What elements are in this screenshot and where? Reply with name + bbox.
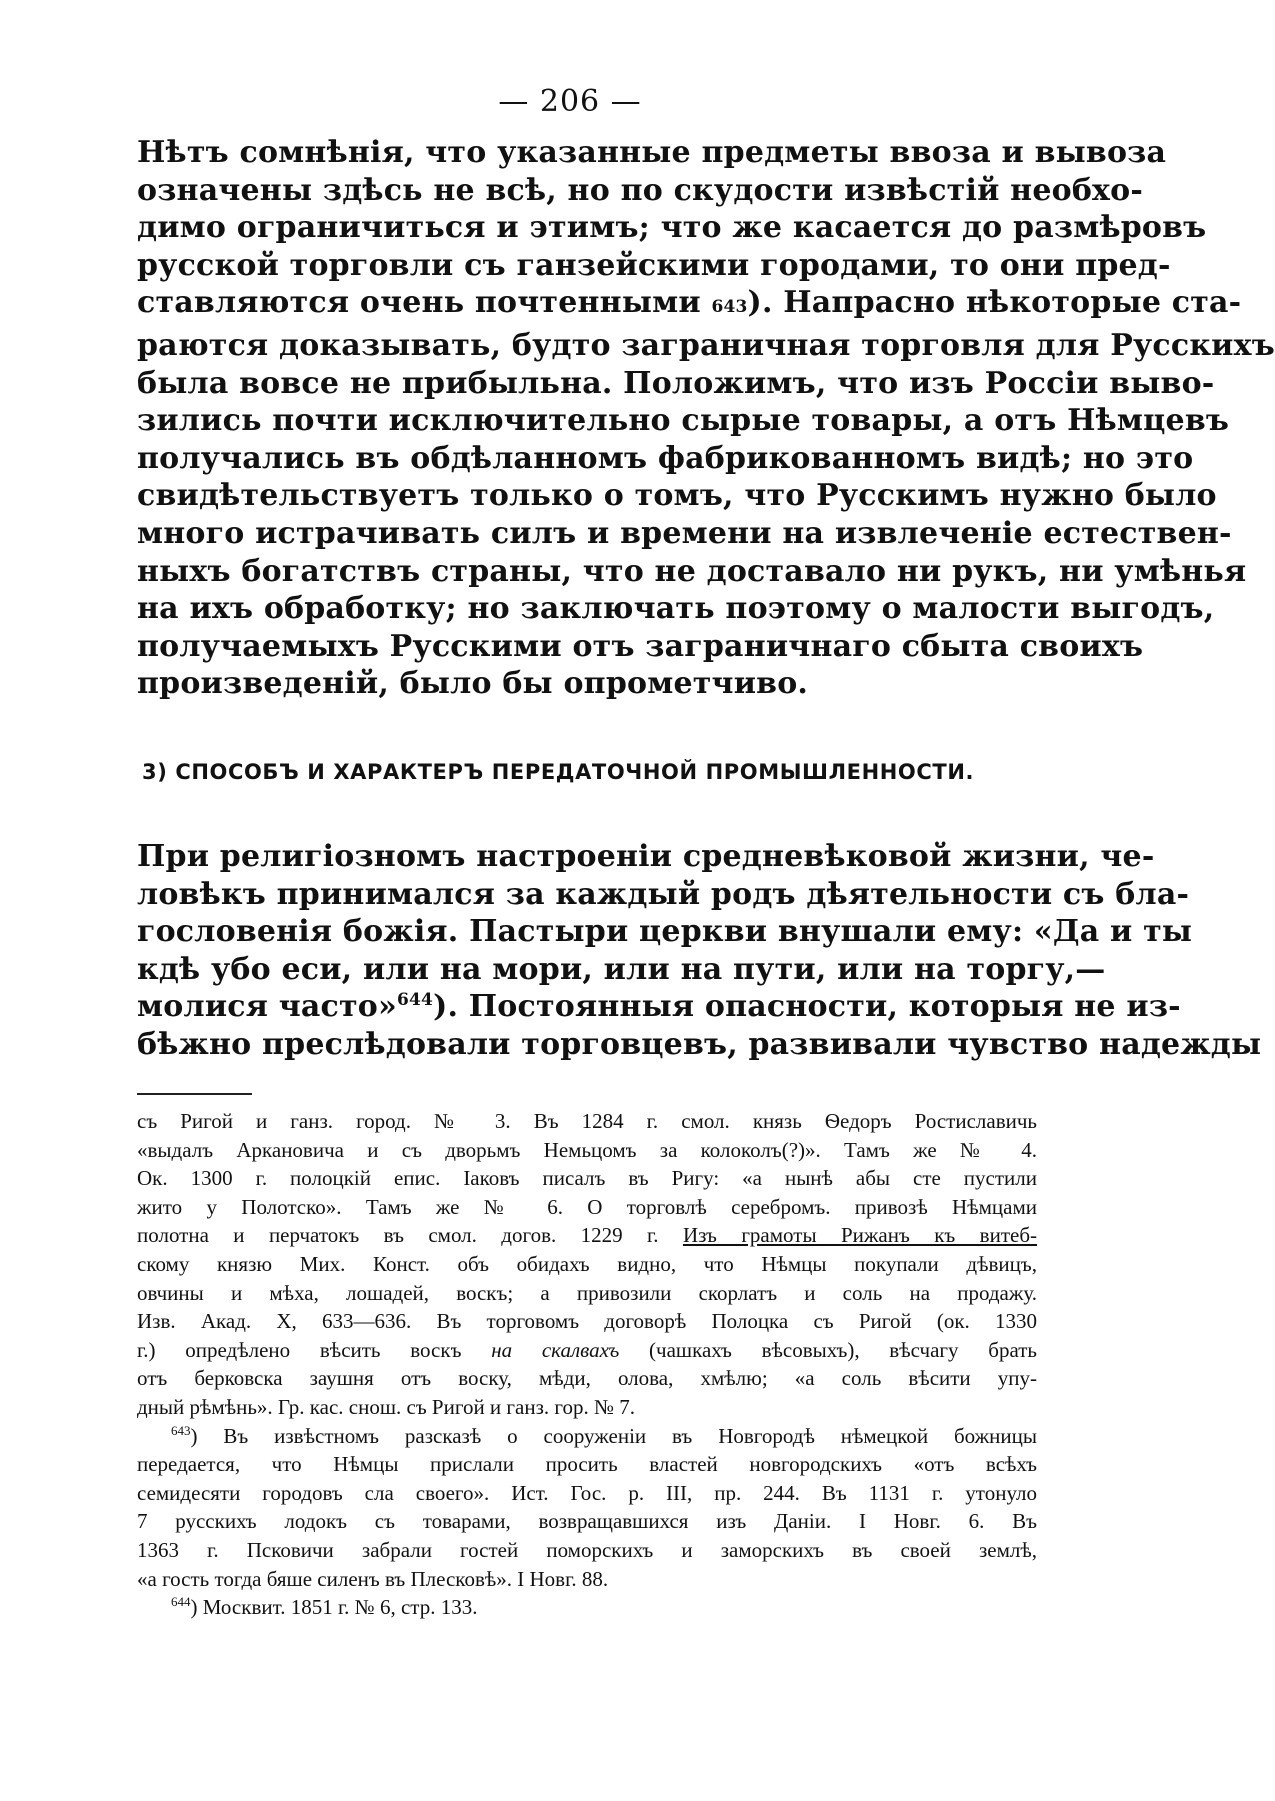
text-line: При религіозномъ настроеніи средневѣковой жизни, че- (137, 839, 1155, 874)
text-line: получались въ обдѣланномъ фабрикованномъ видѣ; но это (137, 440, 1194, 476)
text-line: получаемыхъ Русскими отъ заграничнаго сбыта своихъ (137, 628, 1144, 664)
footnote-line-text: ) Москвит. 1851 г. № 6, стр. 133. (190, 1595, 478, 1620)
text-line-head: ставляются очень почтенными (137, 285, 712, 321)
footnote-reference-643: 643 (711, 297, 748, 318)
footnote-line: скому князю Мих. Конст. объ обидахъ видно, что Нѣмцы покупали дѣвицъ, (137, 1251, 1037, 1276)
text-line: на ихъ обработку; но заключать поэтому о малости выгодъ, (137, 591, 1215, 627)
text-line: гословенія божія. Пастыри церкви внушали ему: «Да и ты (137, 914, 1193, 950)
text-line: зились почти исключительно сырые товары, а отъ Нѣмцевъ (137, 403, 1230, 439)
footnote-line-head: полотна и перчатокъ въ смол. догов. 1229 г. (137, 1223, 659, 1248)
text-line-head: молися часто» (137, 989, 397, 1025)
text-line-tail: ). Напрасно нѣкоторые ста- (747, 285, 1242, 321)
text-line: димо ограничиться и этимъ; что же касается до размѣровъ (137, 210, 1207, 246)
footnote-marker-644: 644 (171, 1594, 191, 1610)
footnote-643-line (137, 1422, 1037, 1451)
text-line: русской торговли съ ганзейскими городами, то они пред- (137, 247, 1171, 283)
text-line: много истрачивать силъ и времени на извлеченіе естествен- (137, 515, 1232, 551)
footnote-divider (137, 1093, 252, 1095)
footnote-643-line: семидесяти городовъ сла своего». Ист. Гос. р. III, пр. 244. Въ 1131 г. утонуло (137, 1480, 1037, 1505)
footnote-line: Изв. Акад. X, 633—636. Въ торговомъ договорѣ Полоцка съ Ригой (ок. 1330 (137, 1309, 1037, 1334)
text-line: ныхъ богатствъ страны, что не доставало ни рукъ, ни умѣнья (137, 553, 1247, 589)
text-line: ловѣкъ принимался за каждый родъ дѣятельности съ бла- (137, 876, 1190, 912)
footnote-644-line (137, 1593, 1037, 1622)
text-line: свидѣтельствуетъ только о томъ, что Русскимъ нужно было (137, 478, 1217, 514)
footnote-line: отъ берковска заушня отъ воску, мѣди, олова, хмѣлю; «а соль вѣсити упу- (137, 1366, 1037, 1391)
footnote-643-line: 7 русскихъ лодокъ съ товарами, возвращавшихся изъ Даніи. I Новг. 6. Въ (137, 1509, 1037, 1534)
text-line: была вовсе не прибыльна. Положимъ, что изъ Россіи выво- (137, 365, 1215, 401)
footnote-underlined-text: Изъ грамоты Рижанъ къ витеб- (682, 1223, 1037, 1248)
text-line: кдѣ убо еси, или на мори, или на пути, или на торгу,— (137, 951, 1106, 987)
page-number: — 206 — (498, 84, 642, 119)
footnote-line: съ Ригой и ганз. город. № 3. Въ 1284 г. смол. князь Ѳедоръ Ростиславичь (137, 1109, 1037, 1133)
footnote-reference-644: 644 (396, 990, 434, 1011)
footnote-line-text: ) Въ извѣстномъ разсказѣ о сооруженіи въ Новгородѣ нѣмецкой божницы (190, 1423, 1037, 1448)
text-line: произведеній, было бы опрометчиво. (137, 666, 809, 702)
text-line: раются доказывать, будто заграничная торговля для Русскихъ (137, 327, 1275, 363)
footnote-643-line: передается, что Нѣмцы прислали просить властей новгородскихъ «отъ всѣхъ (137, 1452, 1037, 1477)
paragraph-religious-mood (137, 838, 1262, 1064)
footnote-line-head: г.) опредѣлено вѣсить воскъ (137, 1337, 462, 1362)
footnote-italic-text: на скалвахъ (491, 1337, 620, 1362)
footnotes (137, 1107, 1037, 1622)
footnote-marker-643: 643 (171, 1422, 191, 1438)
text-line: Нѣтъ сомнѣнія, что указанные предметы ввоза и вывоза (137, 135, 1167, 170)
footnote-line: дный рѣмѣнь». Гр. кас. снош. съ Ригой и ганз. гор. № 7. (137, 1394, 636, 1419)
footnote-line: жито у Полотско». Тамъ же № 6. О торговлѣ серебромъ. привозѣ Нѣмцами (137, 1194, 1037, 1219)
footnote-line (137, 1221, 1037, 1250)
text-line (137, 284, 1242, 327)
footnote-line: Ок. 1300 г. полоцкій епис. Іаковъ писалъ въ Ригу: «а нынѣ абы сте пустили (137, 1166, 1037, 1191)
footnote-643-line: 1363 г. Псковичи забрали гостей поморскихъ и заморскихъ въ своей землѣ, (137, 1537, 1037, 1562)
text-line: бѣжно преслѣдовали торговцевъ, развивали чувство надежды (137, 1026, 1262, 1062)
section-heading: 3) СПОСОБЪ И ХАРАКТЕРЪ ПЕРЕДАТОЧНОЙ ПРОМЫШЛЕННОСТИ. (142, 760, 975, 784)
footnote-643-line: «а гость тогда бяше силенъ въ Плесковѣ». I Новг. 88. (137, 1566, 609, 1591)
text-line-tail: ). Постоянныя опасности, которыя не из- (433, 989, 1181, 1025)
paragraph-trade-volume (137, 134, 1275, 703)
footnote-line-tail: (чашкахъ вѣсовыхъ), вѣсчагу брать (649, 1337, 1037, 1362)
footnote-line (137, 1336, 1037, 1365)
footnote-line: овчины и мѣха, лошадей, воскъ; а привозили скорлатъ и соль на продажу. (137, 1280, 1037, 1305)
text-line (137, 988, 1181, 1026)
text-line: означены здѣсь не всѣ, но по скудости извѣстій необхо- (137, 172, 1143, 208)
footnote-line: «выдалъ Аркановича и съ дворьмъ Немьцомъ за колоколъ(?)». Тамъ же № 4. (137, 1137, 1037, 1162)
